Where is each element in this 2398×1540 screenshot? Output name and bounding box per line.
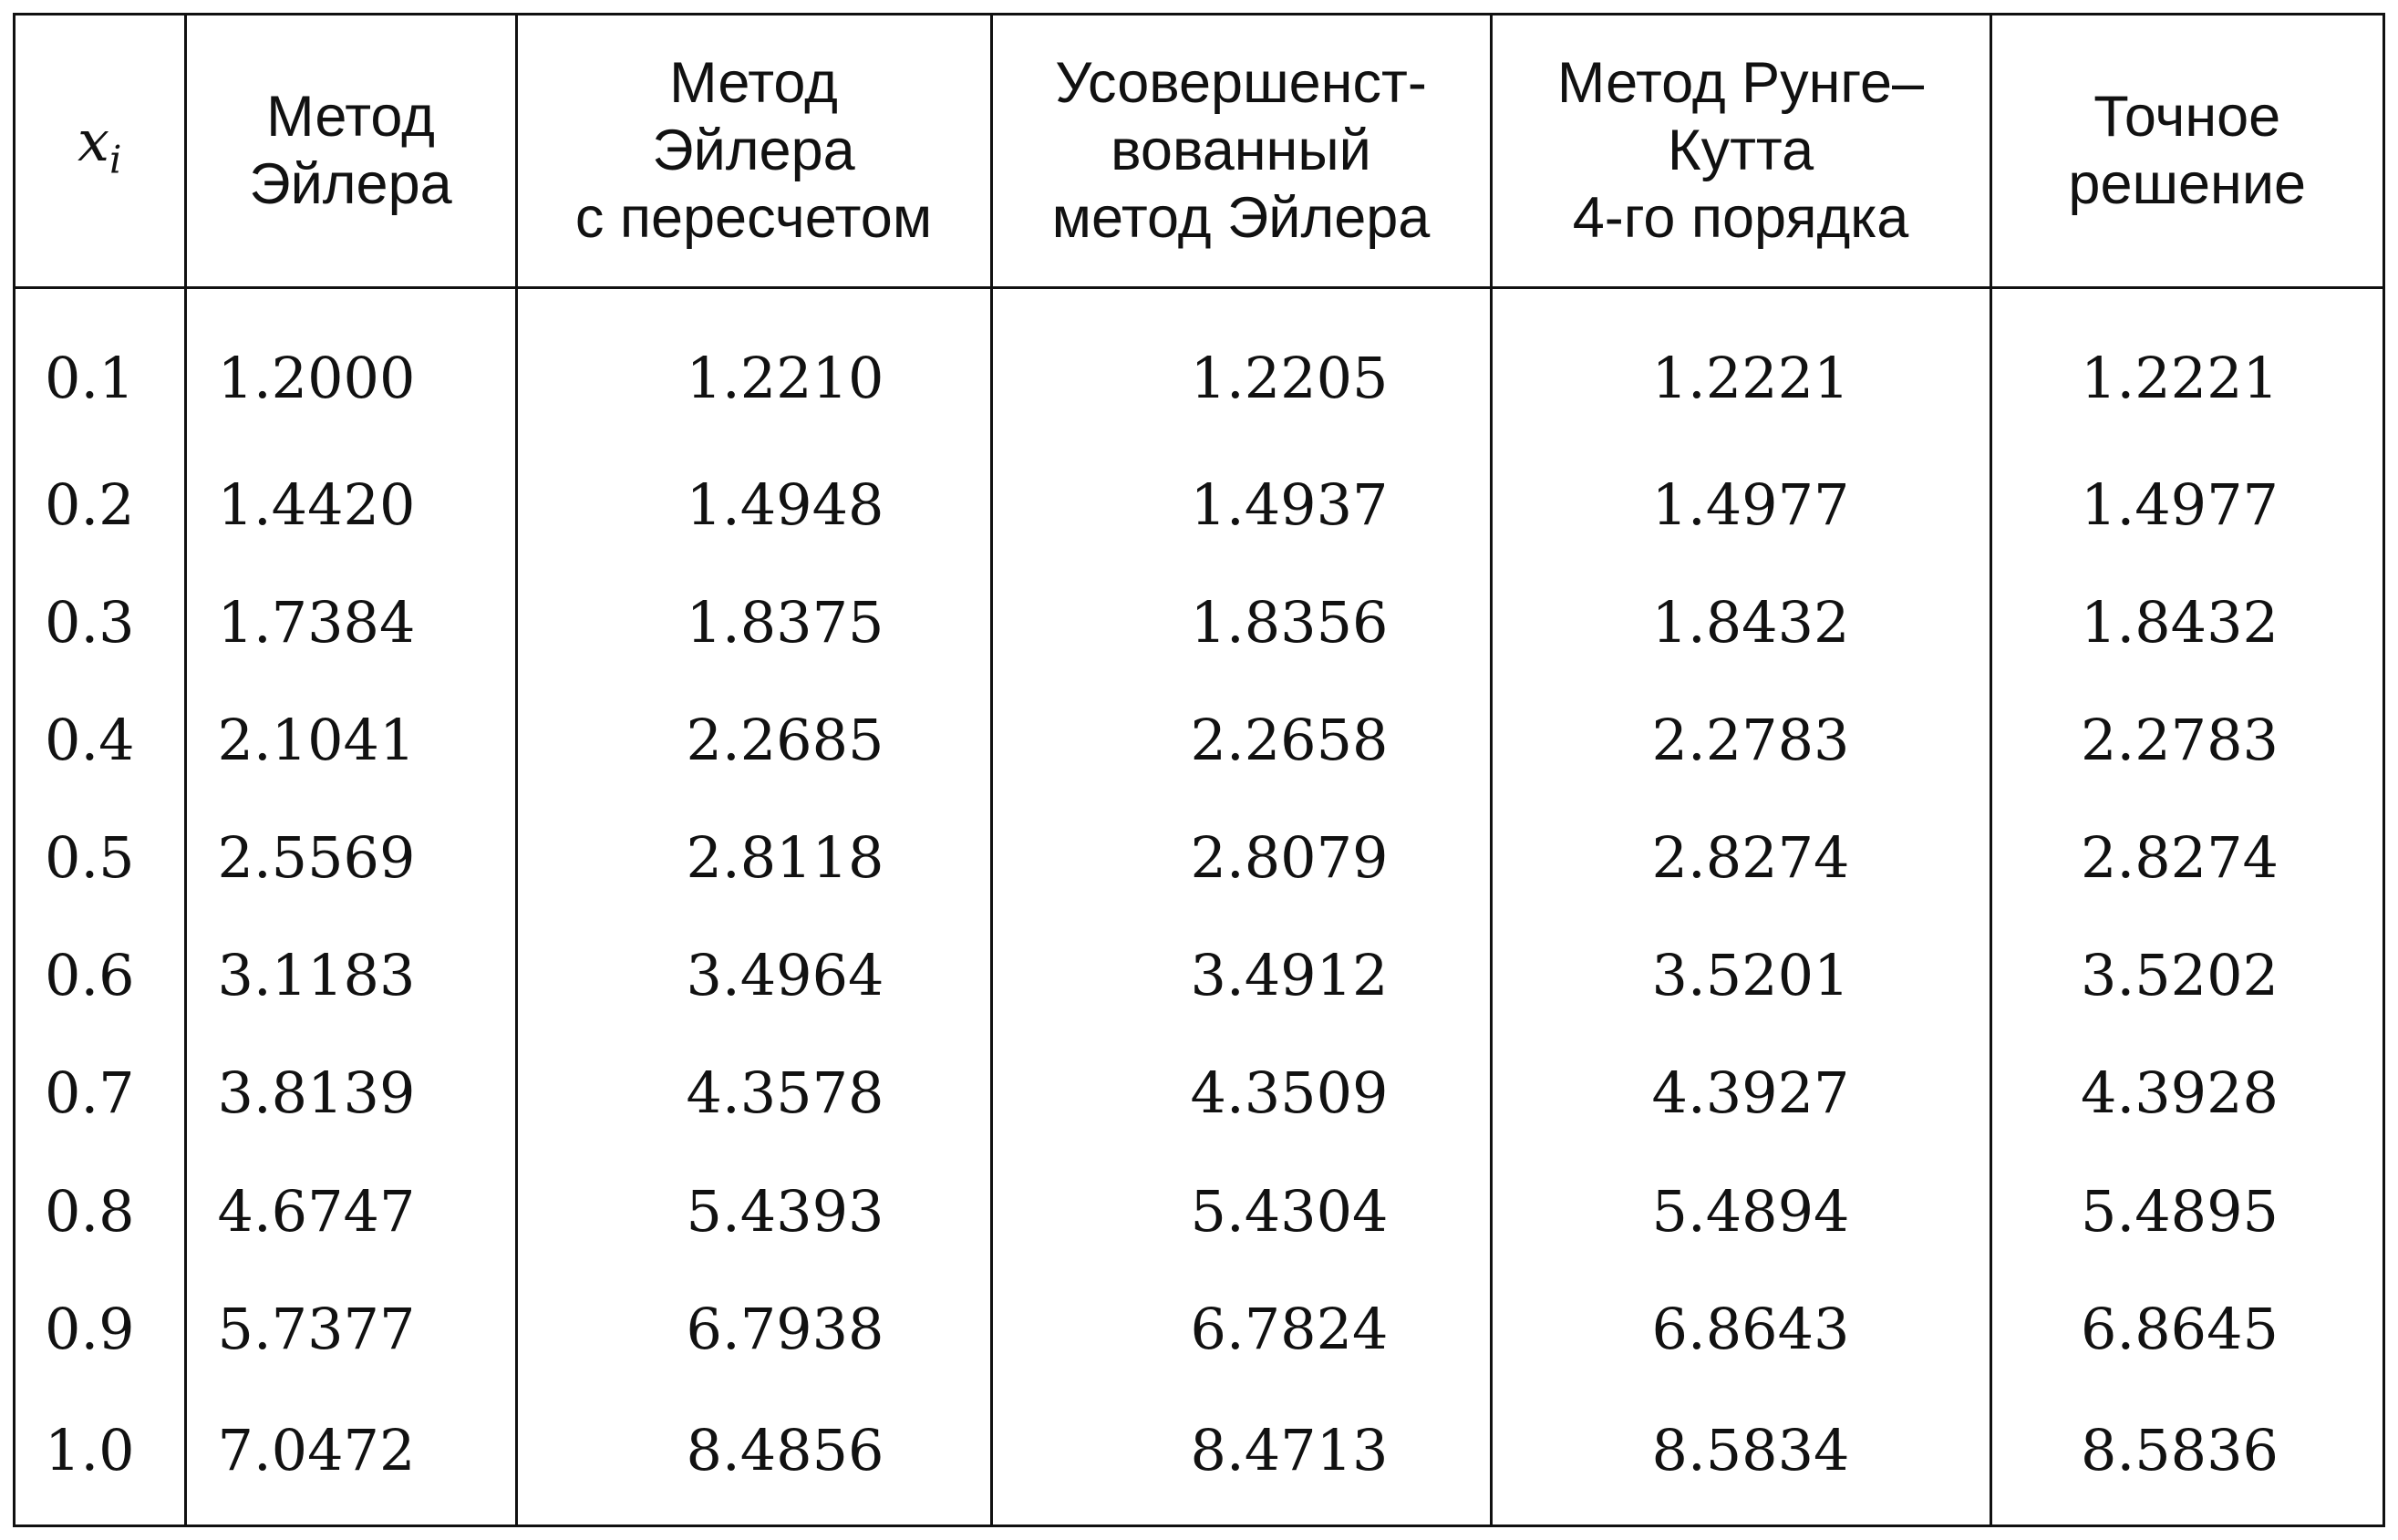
header-improved-euler: Усовершенст- вованный метод Эйлера: [991, 16, 1491, 287]
cell-xi: 0.2: [45, 471, 135, 539]
table-row: [16, 1388, 2382, 1524]
header-runge-kutta: Метод Рунге– Кутта 4-го порядка: [1491, 16, 1990, 287]
cell-exact: 1.8432: [1990, 563, 2382, 681]
cell-runge-kutta: 6.8643: [1491, 1270, 1990, 1388]
cell-improved-euler: 6.7824: [991, 1270, 1491, 1388]
cell-xi: 0.4: [45, 707, 135, 774]
header-row: [16, 16, 2382, 287]
table-row: [16, 799, 2382, 916]
cell-euler: 1.7384: [185, 563, 516, 681]
header-exact-solution: Точное решение: [1990, 16, 2382, 287]
cell-euler-recalc: 5.4393: [516, 1152, 991, 1270]
cell-runge-kutta: 2.8274: [1491, 799, 1990, 916]
cell-improved-euler: 8.4713: [991, 1388, 1491, 1524]
cell-exact: 2.2783: [1990, 681, 2382, 799]
table-body: [16, 287, 2382, 1524]
cell-exact: 3.5202: [1990, 916, 2382, 1034]
cell-runge-kutta: 1.4977: [1491, 446, 1990, 563]
cell-euler-recalc: 3.4964: [516, 916, 991, 1034]
cell-euler: 1.2000: [185, 287, 516, 446]
table-row: [16, 1152, 2382, 1270]
table-row: [16, 446, 2382, 563]
cell-improved-euler: 3.4912: [991, 916, 1491, 1034]
cell-euler-recalc: 8.4856: [516, 1388, 991, 1524]
cell-euler-recalc: 6.7938: [516, 1270, 991, 1388]
cell-euler-recalc: 4.3578: [516, 1034, 991, 1152]
cell-exact: 1.2221: [1990, 287, 2382, 446]
cell-improved-euler: 1.2205: [991, 287, 1491, 446]
cell-xi: 0.9: [45, 1295, 135, 1362]
cell-euler: 2.5569: [185, 799, 516, 916]
cell-euler: 4.6747: [185, 1152, 516, 1270]
cell-improved-euler: 2.2658: [991, 681, 1491, 799]
cell-runge-kutta: 2.2783: [1491, 681, 1990, 799]
header-euler-recalc: Метод Эйлера с пересчетом: [516, 16, 991, 287]
cell-exact: 8.5836: [1990, 1388, 2382, 1524]
table-row: [16, 1034, 2382, 1152]
cell-euler-recalc: 1.8375: [516, 563, 991, 681]
cell-exact: 2.8274: [1990, 799, 2382, 916]
results-table: [16, 16, 2382, 1524]
cell-runge-kutta: 5.4894: [1491, 1152, 1990, 1270]
table-row: [16, 287, 2382, 446]
cell-improved-euler: 4.3509: [991, 1034, 1491, 1152]
header-euler: Метод Эйлера: [185, 16, 516, 287]
cell-improved-euler: 5.4304: [991, 1152, 1491, 1270]
cell-euler: 2.1041: [185, 681, 516, 799]
header-xi: $x_i$: [16, 16, 185, 287]
cell-euler: 3.8139: [185, 1034, 516, 1152]
cell-improved-euler: 2.8079: [991, 799, 1491, 916]
table-row: [16, 1270, 2382, 1388]
cell-runge-kutta: 4.3927: [1491, 1034, 1990, 1152]
cell-euler: 3.1183: [185, 916, 516, 1034]
cell-euler: 1.4420: [185, 446, 516, 563]
cell-euler-recalc: 2.2685: [516, 681, 991, 799]
cell-euler: 7.0472: [185, 1388, 516, 1524]
table-row: [16, 563, 2382, 681]
cell-euler-recalc: 2.8118: [516, 799, 991, 916]
cell-exact: 5.4895: [1990, 1152, 2382, 1270]
cell-exact: 1.4977: [1990, 446, 2382, 563]
cell-runge-kutta: 3.5201: [1491, 916, 1990, 1034]
cell-runge-kutta: 1.2221: [1491, 287, 1990, 446]
cell-xi: 0.1: [45, 345, 135, 412]
cell-xi: 0.6: [45, 942, 135, 1009]
cell-xi: 0.5: [45, 824, 135, 892]
results-table-frame: [13, 13, 2385, 1527]
cell-improved-euler: 1.8356: [991, 563, 1491, 681]
cell-improved-euler: 1.4937: [991, 446, 1491, 563]
cell-runge-kutta: 1.8432: [1491, 563, 1990, 681]
cell-euler: 5.7377: [185, 1270, 516, 1388]
cell-runge-kutta: 8.5834: [1491, 1388, 1990, 1524]
cell-euler-recalc: 1.4948: [516, 446, 991, 563]
table-row: [16, 916, 2382, 1034]
cell-exact: 6.8645: [1990, 1270, 2382, 1388]
cell-xi: 0.3: [45, 589, 135, 656]
cell-xi: 1.0: [45, 1417, 135, 1484]
cell-xi: 0.8: [45, 1177, 135, 1245]
cell-euler-recalc: 1.2210: [516, 287, 991, 446]
table-row: [16, 681, 2382, 799]
cell-exact: 4.3928: [1990, 1034, 2382, 1152]
cell-xi: 0.7: [45, 1059, 135, 1127]
